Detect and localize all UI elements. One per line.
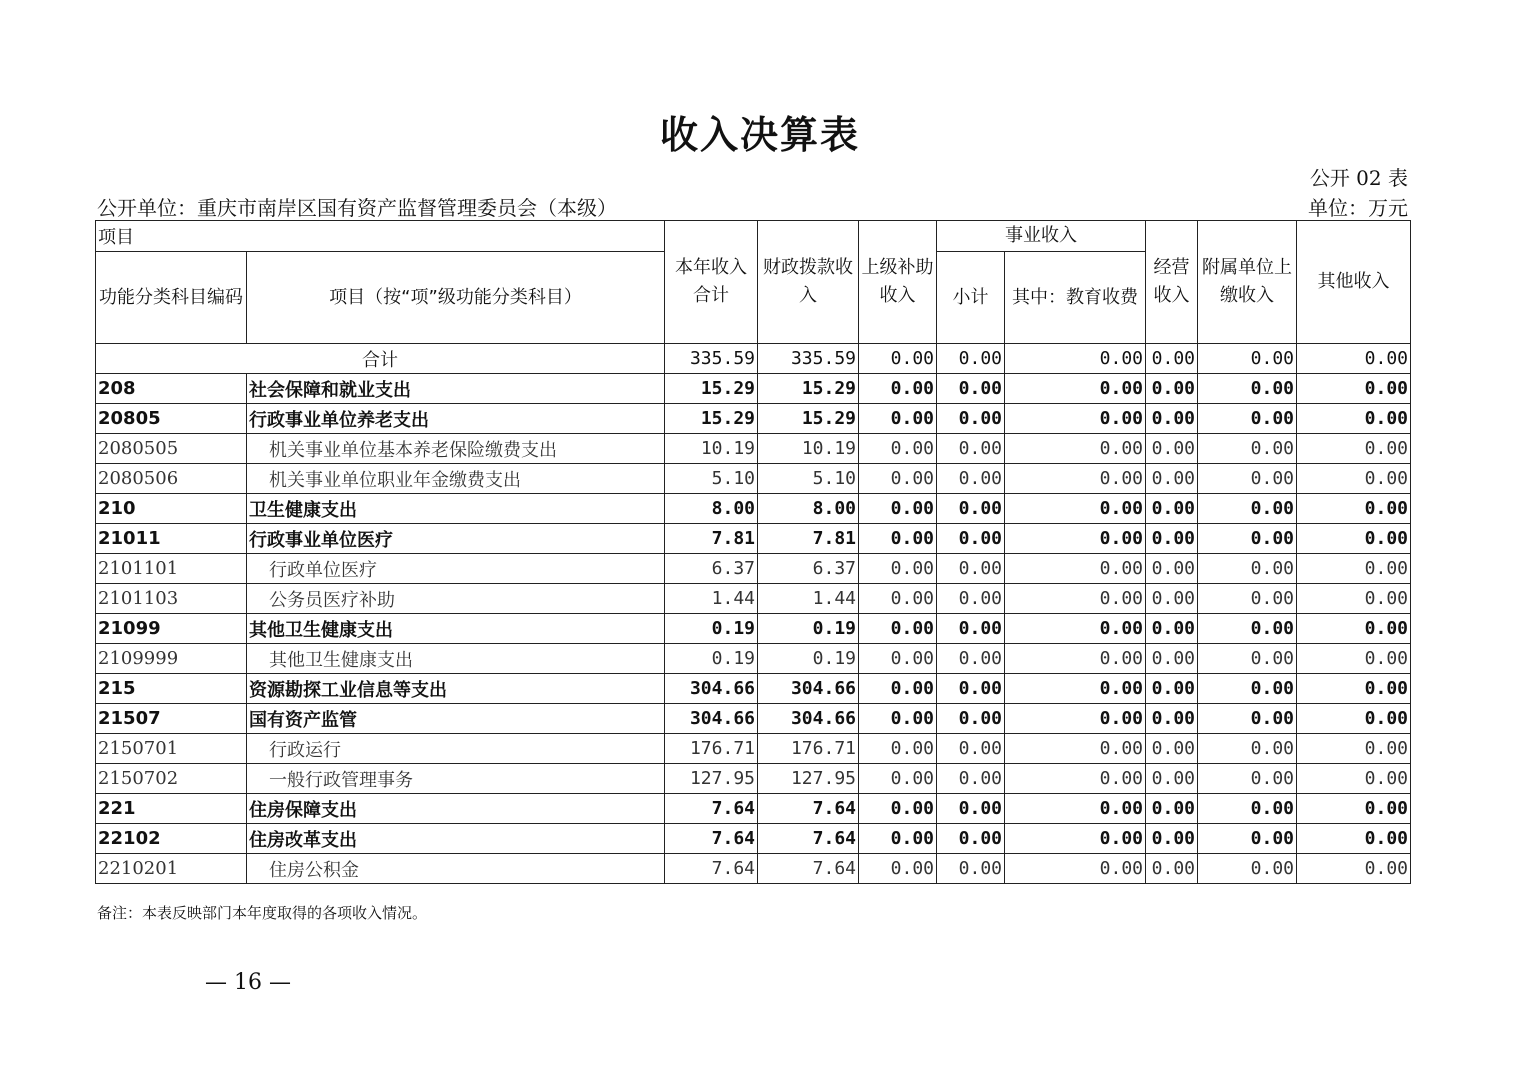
row-value: 0.00 [1146, 704, 1198, 734]
row-value: 0.00 [1146, 464, 1198, 494]
header-affiliated [1198, 221, 1297, 344]
header-affiliated-text: 附属单位上缴收入 [1202, 257, 1292, 306]
row-name: 公务员医疗补助 [247, 584, 665, 614]
row-name: 住房改革支出 [247, 824, 665, 854]
row-value: 0.00 [937, 434, 1005, 464]
row-value: 10.19 [758, 434, 859, 464]
row-value: 0.00 [1297, 494, 1411, 524]
row-value: 0.00 [1198, 674, 1297, 704]
row-value: 0.00 [1005, 434, 1146, 464]
row-value: 0.00 [937, 494, 1005, 524]
income-table [95, 220, 1411, 884]
table-row [96, 824, 1411, 854]
row-value: 0.00 [859, 794, 937, 824]
row-value: 7.64 [665, 794, 758, 824]
row-value: 0.00 [1146, 794, 1198, 824]
total-value: 335.59 [665, 344, 758, 374]
row-value: 0.00 [1005, 614, 1146, 644]
row-name: 其他卫生健康支出 [247, 614, 665, 644]
header-fiscal [758, 221, 859, 344]
row-value: 8.00 [758, 494, 859, 524]
row-value: 1.44 [758, 584, 859, 614]
row-name: 资源勘探工业信息等支出 [247, 674, 665, 704]
row-value: 0.00 [1198, 404, 1297, 434]
row-value: 0.00 [1005, 704, 1146, 734]
row-value: 0.00 [1005, 644, 1146, 674]
row-value: 0.00 [859, 374, 937, 404]
row-value: 0.00 [1297, 704, 1411, 734]
row-code: 2101101 [96, 554, 247, 584]
row-value: 0.00 [1146, 524, 1198, 554]
row-value: 0.00 [1198, 464, 1297, 494]
row-value: 0.00 [1005, 794, 1146, 824]
row-code: 210 [96, 494, 247, 524]
row-value: 0.00 [937, 554, 1005, 584]
row-value: 0.00 [1005, 374, 1146, 404]
header-operating-text: 经营收入 [1153, 257, 1190, 306]
row-value: 0.00 [1005, 674, 1146, 704]
row-name: 社会保障和就业支出 [247, 374, 665, 404]
header-edu: 其中：教育收费 [1005, 252, 1146, 344]
table-row [96, 584, 1411, 614]
header-fiscal-text: 财政拨款收入 [763, 257, 853, 306]
row-code: 21011 [96, 524, 247, 554]
table-row [96, 734, 1411, 764]
row-code: 2150701 [96, 734, 247, 764]
row-value: 7.64 [665, 824, 758, 854]
row-value: 304.66 [665, 674, 758, 704]
row-value: 0.00 [937, 764, 1005, 794]
total-label: 合计 [96, 344, 665, 374]
row-value: 0.00 [1297, 404, 1411, 434]
row-value: 0.00 [937, 854, 1005, 884]
header-other: 其他收入 [1297, 221, 1411, 344]
row-value: 127.95 [758, 764, 859, 794]
row-value: 0.00 [1146, 764, 1198, 794]
table-row [96, 764, 1411, 794]
total-value: 0.00 [1198, 344, 1297, 374]
row-value: 0.00 [859, 764, 937, 794]
row-value: 304.66 [665, 704, 758, 734]
row-value: 0.00 [937, 704, 1005, 734]
row-value: 0.00 [859, 494, 937, 524]
row-code: 21099 [96, 614, 247, 644]
row-value: 10.19 [665, 434, 758, 464]
row-value: 6.37 [758, 554, 859, 584]
row-value: 0.00 [1297, 794, 1411, 824]
row-value: 0.19 [758, 644, 859, 674]
row-value: 0.00 [1146, 434, 1198, 464]
row-value: 0.00 [1297, 854, 1411, 884]
row-value: 15.29 [665, 404, 758, 434]
organization-label: 公开单位：重庆市南岸区国有资产监督管理委员会（本级） [97, 196, 617, 220]
table-row [96, 614, 1411, 644]
row-value: 0.00 [1146, 614, 1198, 644]
header-business: 事业收入 [937, 221, 1146, 252]
row-value: 0.00 [1297, 734, 1411, 764]
row-value: 0.00 [937, 734, 1005, 764]
table-row [96, 854, 1411, 884]
row-name: 行政运行 [247, 734, 665, 764]
row-value: 0.00 [1297, 434, 1411, 464]
row-value: 7.81 [665, 524, 758, 554]
row-value: 0.00 [1005, 404, 1146, 434]
row-name: 一般行政管理事务 [247, 764, 665, 794]
row-value: 0.00 [1198, 644, 1297, 674]
row-value: 0.00 [1146, 824, 1198, 854]
row-value: 0.00 [1146, 674, 1198, 704]
row-value: 176.71 [758, 734, 859, 764]
row-value: 0.00 [1005, 764, 1146, 794]
row-value: 0.00 [859, 644, 937, 674]
row-value: 0.00 [859, 404, 937, 434]
page-number: — 16 — [205, 970, 291, 995]
row-value: 0.00 [1146, 494, 1198, 524]
row-value: 0.00 [1297, 674, 1411, 704]
row-value: 0.00 [937, 614, 1005, 644]
row-value: 0.00 [1198, 614, 1297, 644]
row-value: 0.19 [758, 614, 859, 644]
header-superior-text: 上级补助收入 [861, 257, 934, 306]
total-value: 0.00 [859, 344, 937, 374]
table-row [96, 404, 1411, 434]
table-row [96, 794, 1411, 824]
row-code: 2150702 [96, 764, 247, 794]
row-value: 0.00 [1198, 704, 1297, 734]
row-value: 0.00 [937, 584, 1005, 614]
row-value: 1.44 [665, 584, 758, 614]
row-value: 0.00 [859, 704, 937, 734]
row-name: 国有资产监管 [247, 704, 665, 734]
row-name: 行政事业单位医疗 [247, 524, 665, 554]
row-value: 0.00 [859, 554, 937, 584]
row-value: 0.00 [1297, 644, 1411, 674]
row-value: 0.00 [1198, 794, 1297, 824]
header-total [665, 221, 758, 344]
row-name: 行政单位医疗 [247, 554, 665, 584]
row-value: 0.00 [1297, 764, 1411, 794]
row-value: 0.00 [1297, 824, 1411, 854]
row-value: 0.00 [1005, 554, 1146, 584]
table-row [96, 524, 1411, 554]
row-value: 0.00 [1198, 854, 1297, 884]
row-value: 0.00 [859, 464, 937, 494]
row-code: 20805 [96, 404, 247, 434]
row-value: 0.00 [1146, 854, 1198, 884]
row-name: 住房公积金 [247, 854, 665, 884]
row-value: 0.19 [665, 644, 758, 674]
row-value: 0.00 [1297, 464, 1411, 494]
form-number: 公开 02 表 [1309, 166, 1408, 190]
row-name: 行政事业单位养老支出 [247, 404, 665, 434]
row-value: 0.00 [1198, 824, 1297, 854]
row-value: 176.71 [665, 734, 758, 764]
row-value: 0.00 [1198, 734, 1297, 764]
row-value: 0.00 [1005, 464, 1146, 494]
header-code: 功能分类科目编码 [96, 252, 247, 344]
table-row [96, 704, 1411, 734]
row-value: 0.00 [1005, 524, 1146, 554]
row-value: 0.00 [859, 434, 937, 464]
row-value: 0.00 [1297, 584, 1411, 614]
row-name: 卫生健康支出 [247, 494, 665, 524]
row-value: 0.00 [1146, 374, 1198, 404]
row-code: 221 [96, 794, 247, 824]
total-value: 0.00 [937, 344, 1005, 374]
row-value: 0.00 [1198, 764, 1297, 794]
header-operating [1146, 221, 1198, 344]
row-value: 0.00 [1005, 824, 1146, 854]
row-code: 215 [96, 674, 247, 704]
table-row [96, 464, 1411, 494]
row-value: 0.00 [1297, 554, 1411, 584]
row-value: 0.00 [937, 794, 1005, 824]
total-value: 0.00 [1297, 344, 1411, 374]
row-value: 15.29 [758, 404, 859, 434]
header-project: 项目 [96, 221, 665, 252]
row-value: 0.00 [1297, 524, 1411, 554]
footnote: 备注：本表反映部门本年度取得的各项收入情况。 [97, 904, 428, 922]
row-value: 0.00 [937, 524, 1005, 554]
row-value: 7.64 [758, 794, 859, 824]
row-value: 0.00 [1198, 494, 1297, 524]
row-value: 304.66 [758, 674, 859, 704]
row-code: 2101103 [96, 584, 247, 614]
row-value: 0.00 [1198, 554, 1297, 584]
table-row [96, 434, 1411, 464]
row-value: 0.00 [1005, 584, 1146, 614]
row-value: 0.00 [1005, 854, 1146, 884]
row-value: 0.00 [859, 734, 937, 764]
row-code: 22102 [96, 824, 247, 854]
row-value: 0.00 [937, 464, 1005, 494]
header-total-text: 本年收入合计 [675, 257, 747, 306]
row-value: 0.00 [1198, 374, 1297, 404]
row-value: 0.00 [1146, 404, 1198, 434]
row-code: 21507 [96, 704, 247, 734]
row-value: 8.00 [665, 494, 758, 524]
row-value: 0.00 [1198, 584, 1297, 614]
row-value: 0.00 [1297, 614, 1411, 644]
row-value: 5.10 [758, 464, 859, 494]
table-row [96, 374, 1411, 404]
row-value: 304.66 [758, 704, 859, 734]
row-value: 0.00 [859, 584, 937, 614]
header-superior [859, 221, 937, 344]
total-value: 0.00 [1005, 344, 1146, 374]
row-value: 15.29 [665, 374, 758, 404]
row-code: 2080505 [96, 434, 247, 464]
row-value: 0.19 [665, 614, 758, 644]
row-value: 0.00 [859, 614, 937, 644]
row-value: 0.00 [859, 854, 937, 884]
row-value: 0.00 [1297, 374, 1411, 404]
total-value: 0.00 [1146, 344, 1198, 374]
row-value: 7.64 [758, 854, 859, 884]
page-title: 收入决算表 [659, 113, 860, 157]
row-name: 机关事业单位基本养老保险缴费支出 [247, 434, 665, 464]
row-value: 7.64 [758, 824, 859, 854]
row-code: 2210201 [96, 854, 247, 884]
row-value: 0.00 [937, 674, 1005, 704]
table-row [96, 494, 1411, 524]
row-value: 0.00 [937, 404, 1005, 434]
row-value: 7.64 [665, 854, 758, 884]
row-value: 0.00 [1146, 644, 1198, 674]
table-body [96, 344, 1411, 884]
total-row [96, 344, 1411, 374]
row-value: 0.00 [1005, 734, 1146, 764]
row-value: 0.00 [859, 824, 937, 854]
table-row [96, 554, 1411, 584]
row-name: 机关事业单位职业年金缴费支出 [247, 464, 665, 494]
row-value: 0.00 [1146, 734, 1198, 764]
row-value: 127.95 [665, 764, 758, 794]
row-code: 208 [96, 374, 247, 404]
row-value: 0.00 [859, 674, 937, 704]
unit-label: 单位：万元 [1308, 196, 1408, 220]
row-value: 0.00 [937, 824, 1005, 854]
row-value: 5.10 [665, 464, 758, 494]
row-value: 0.00 [937, 644, 1005, 674]
row-name: 其他卫生健康支出 [247, 644, 665, 674]
row-value: 0.00 [1146, 584, 1198, 614]
header-name: 项目（按“项”级功能分类科目） [247, 252, 665, 344]
total-value: 335.59 [758, 344, 859, 374]
row-value: 0.00 [1146, 554, 1198, 584]
table-row [96, 644, 1411, 674]
row-value: 7.81 [758, 524, 859, 554]
row-code: 2080506 [96, 464, 247, 494]
row-value: 15.29 [758, 374, 859, 404]
table-row [96, 674, 1411, 704]
row-value: 0.00 [1198, 524, 1297, 554]
row-value: 0.00 [1005, 494, 1146, 524]
row-value: 6.37 [665, 554, 758, 584]
row-code: 2109999 [96, 644, 247, 674]
row-value: 0.00 [1198, 434, 1297, 464]
row-name: 住房保障支出 [247, 794, 665, 824]
row-value: 0.00 [937, 374, 1005, 404]
header-subtotal: 小计 [937, 252, 1005, 344]
row-value: 0.00 [859, 524, 937, 554]
